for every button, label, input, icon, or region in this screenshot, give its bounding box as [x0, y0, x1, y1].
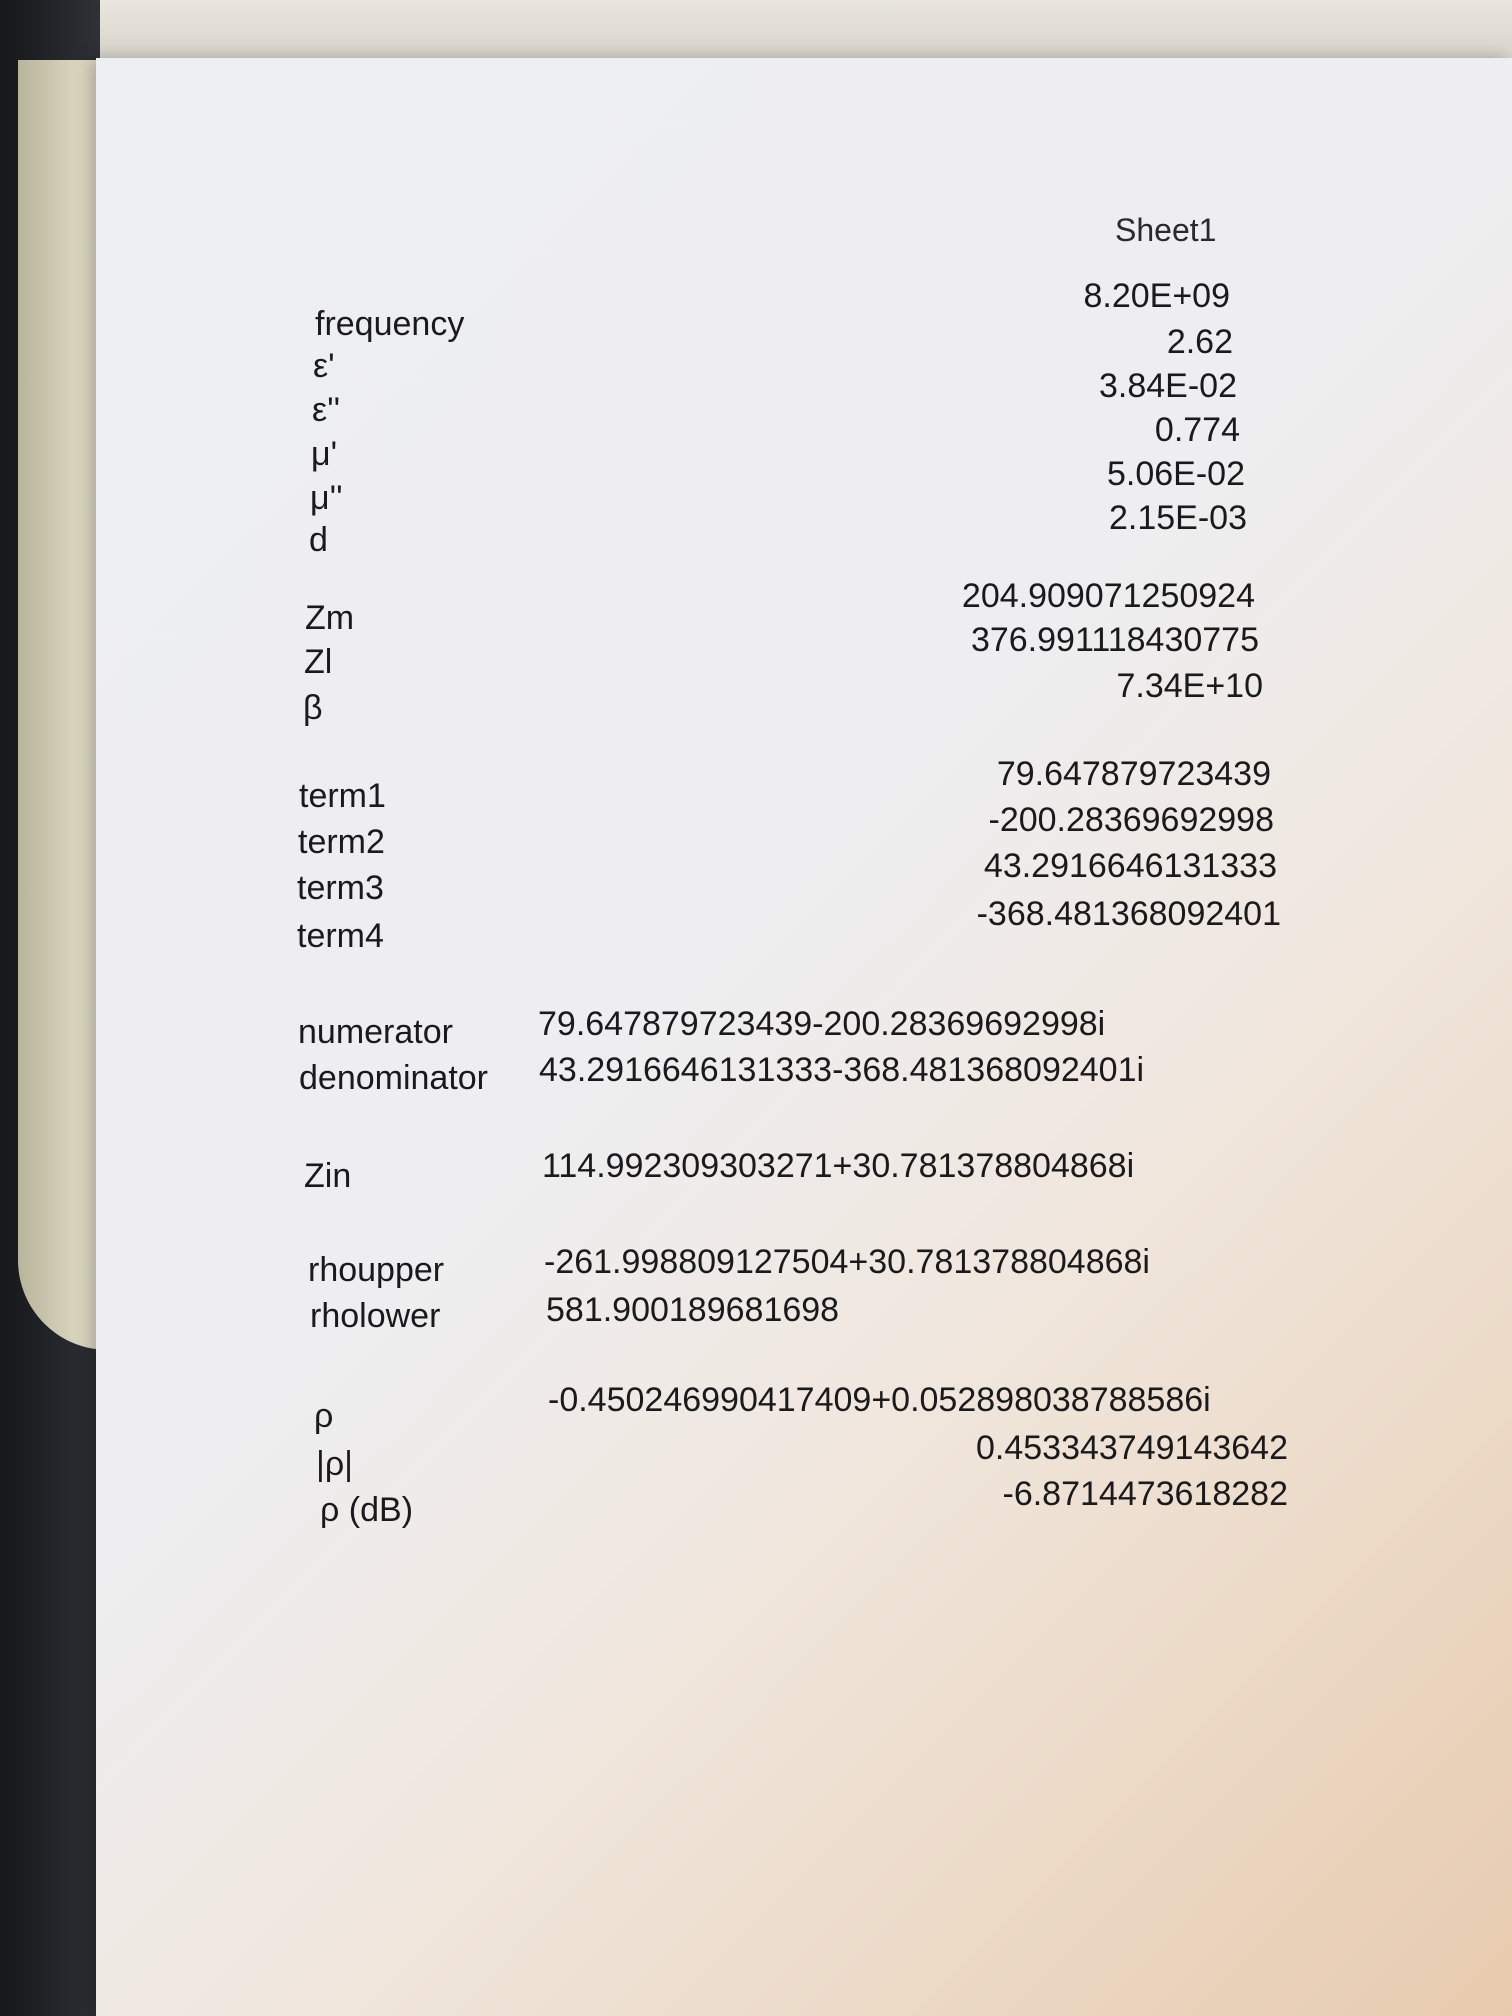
term-label: term1	[299, 777, 386, 815]
fraction-value: 43.2916646131333-368.481368092401i	[539, 1051, 1145, 1089]
term-value: -368.481368092401	[976, 895, 1281, 933]
rho-label: ρ	[314, 1397, 334, 1435]
impedance-label: Zm	[305, 599, 355, 637]
term-label: term2	[298, 823, 385, 861]
zin-row	[304, 1147, 1224, 1196]
term-label: term3	[297, 869, 384, 907]
param-label: ε''	[312, 391, 341, 429]
term-row	[297, 895, 1281, 956]
param-value: 0.774	[1154, 411, 1240, 449]
term-value: 43.2916646131333	[983, 847, 1277, 885]
rho-row	[320, 1475, 1288, 1529]
impedance-value: 204.909071250924	[961, 577, 1255, 615]
fraction-label: denominator	[299, 1059, 489, 1097]
fraction-row	[298, 1005, 1198, 1052]
param-label: ε'	[313, 347, 335, 385]
param-label: μ'	[311, 435, 338, 473]
rho-part-label: rhoupper	[308, 1251, 445, 1289]
rho-label: |ρ|	[316, 1445, 354, 1483]
rho-value: 0.453343749143642	[976, 1429, 1288, 1467]
param-value: 2.62	[1166, 323, 1233, 361]
impedance-row	[303, 667, 1263, 728]
param-label: μ''	[310, 479, 343, 517]
param-label: frequency	[315, 305, 465, 343]
param-label: d	[309, 521, 328, 559]
rho-part-value: -261.998809127504+30.781378804868i	[544, 1243, 1150, 1281]
param-row	[312, 367, 1237, 430]
param-value: 5.06E-02	[1107, 455, 1245, 493]
param-row	[309, 499, 1247, 559]
param-value: 3.84E-02	[1099, 367, 1237, 405]
rho-value: -0.450246990417409+0.052898038788586i	[548, 1381, 1211, 1419]
fraction-value: 79.647879723439-200.28369692998i	[538, 1005, 1106, 1043]
rho-part-row	[310, 1291, 1230, 1336]
impedance-label: Zl	[304, 643, 333, 681]
term-value: -200.28369692998	[988, 801, 1274, 839]
rho-row	[314, 1381, 1269, 1435]
rho-label: ρ (dB)	[320, 1491, 414, 1529]
rho-part-label: rholower	[310, 1297, 441, 1335]
zin-value: 114.992309303271+30.781378804868i	[542, 1147, 1135, 1185]
rho-row	[316, 1429, 1288, 1483]
sheet-title: Sheet1	[1115, 212, 1217, 248]
param-value: 8.20E+09	[1083, 277, 1230, 315]
rho-part-row	[308, 1243, 1228, 1290]
rho-value: -6.8714473618282	[1002, 1475, 1288, 1513]
term-label: term4	[297, 917, 384, 955]
impedance-value: 7.34E+10	[1116, 667, 1263, 705]
term-value: 79.647879723439	[996, 755, 1271, 793]
impedance-label: β	[303, 689, 323, 727]
rho-part-value: 581.900189681698	[546, 1291, 840, 1329]
impedance-value: 376.991118430775	[970, 621, 1259, 659]
fraction-label: numerator	[298, 1013, 453, 1051]
param-value: 2.15E-03	[1109, 499, 1247, 537]
param-row	[311, 411, 1240, 474]
fraction-row	[299, 1051, 1219, 1098]
zin-label: Zin	[304, 1157, 352, 1195]
